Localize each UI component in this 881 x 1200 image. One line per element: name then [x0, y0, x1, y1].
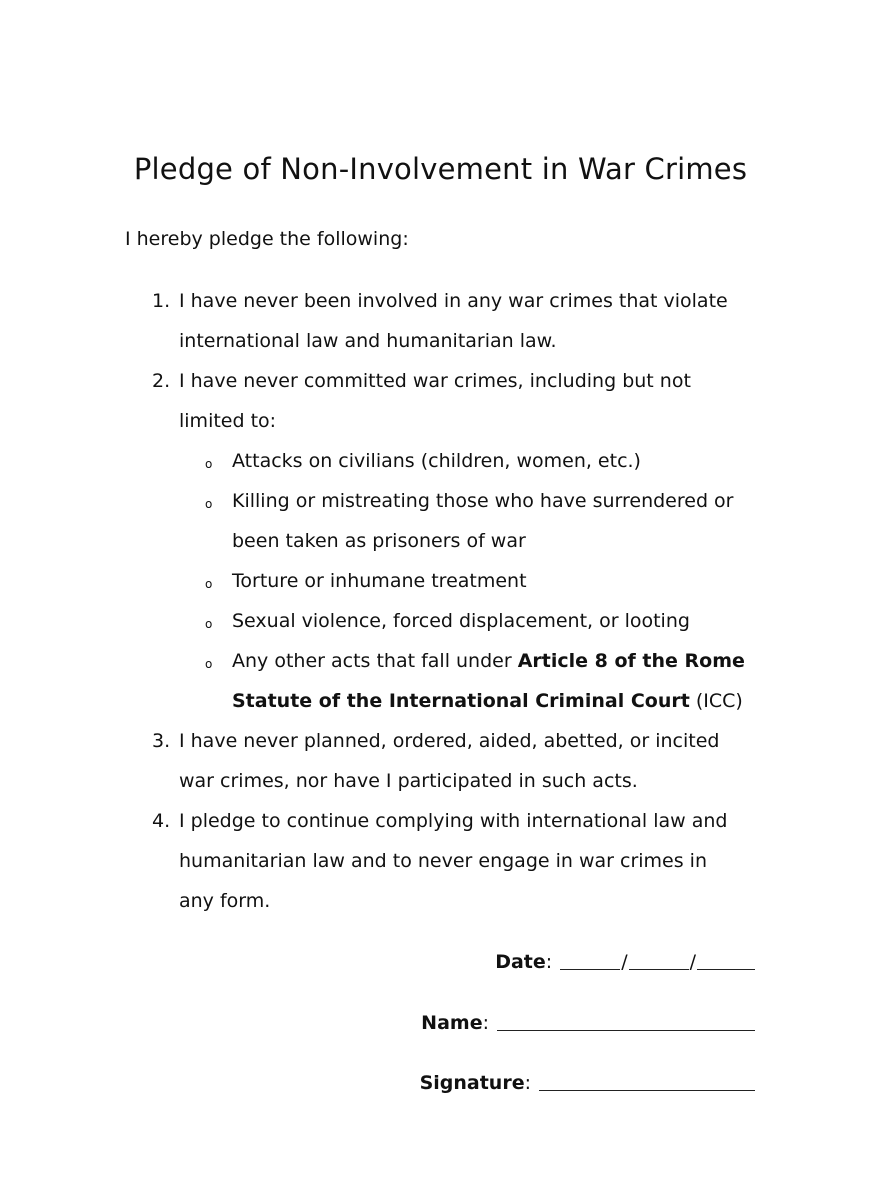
- item-text-line: international law and humanitarian law.: [179, 330, 557, 352]
- signature-blank[interactable]: [539, 1070, 755, 1091]
- sub-item-text-line: [232, 647, 745, 675]
- item-text-line: limited to:: [179, 410, 277, 432]
- date-year-blank[interactable]: [697, 949, 755, 970]
- hollow-bullet-icon: o: [205, 617, 213, 631]
- name-field: [421, 1009, 755, 1037]
- item-text-line: humanitarian law and to never engage in war crimes in: [179, 850, 707, 872]
- sub-item-text-line: Sexual violence, forced displacement, or looting: [232, 610, 690, 632]
- item-text-line: any form.: [179, 890, 271, 912]
- sub-item-text-plain: (ICC): [689, 690, 743, 712]
- date-month-blank[interactable]: [629, 949, 689, 970]
- icc-reference: Statute of the International Criminal Court: [232, 690, 690, 712]
- date-field: [495, 948, 755, 976]
- hollow-bullet-icon: o: [205, 577, 213, 591]
- hollow-bullet-icon: o: [205, 497, 213, 511]
- item-number: 1.: [152, 290, 171, 312]
- sub-item-text-plain: Any other acts that fall under: [232, 650, 518, 672]
- date-label: Date: [495, 951, 546, 973]
- date-day-blank[interactable]: [560, 949, 620, 970]
- item-number: 3.: [152, 730, 171, 752]
- signature-colon: :: [524, 1072, 531, 1094]
- sub-item-text-line: Torture or inhumane treatment: [232, 570, 527, 592]
- sub-item-text-line: Killing or mistreating those who have surrendered or: [232, 490, 734, 512]
- name-colon: :: [482, 1012, 489, 1034]
- item-text-line: I pledge to continue complying with international law and: [179, 810, 728, 832]
- hollow-bullet-icon: o: [205, 657, 213, 671]
- item-text-line: war crimes, nor have I participated in such acts.: [179, 770, 638, 792]
- intro-text: I hereby pledge the following:: [125, 228, 409, 250]
- sub-item-text-line: [232, 687, 743, 715]
- item-text-line: I have never committed war crimes, including but not: [179, 370, 691, 392]
- hollow-bullet-icon: o: [205, 457, 213, 471]
- date-colon: :: [545, 951, 553, 973]
- signature-field: [420, 1069, 755, 1097]
- date-separator: /: [621, 951, 628, 973]
- signature-label: Signature: [419, 1072, 525, 1094]
- date-separator: /: [689, 951, 696, 973]
- item-number: 4.: [152, 810, 171, 832]
- item-text-line: I have never planned, ordered, aided, abetted, or incited: [179, 730, 720, 752]
- document-title: Pledge of Non-Involvement in War Crimes: [133, 152, 748, 186]
- name-label: Name: [421, 1012, 483, 1034]
- rome-statute-reference: Article 8 of the Rome: [517, 650, 745, 672]
- item-text-line: I have never been involved in any war crimes that violate: [179, 290, 728, 312]
- item-number: 2.: [152, 370, 171, 392]
- sub-item-text-line: Attacks on civilians (children, women, etc.): [232, 450, 641, 472]
- name-blank[interactable]: [497, 1010, 755, 1031]
- sub-item-text-line: been taken as prisoners of war: [232, 530, 526, 552]
